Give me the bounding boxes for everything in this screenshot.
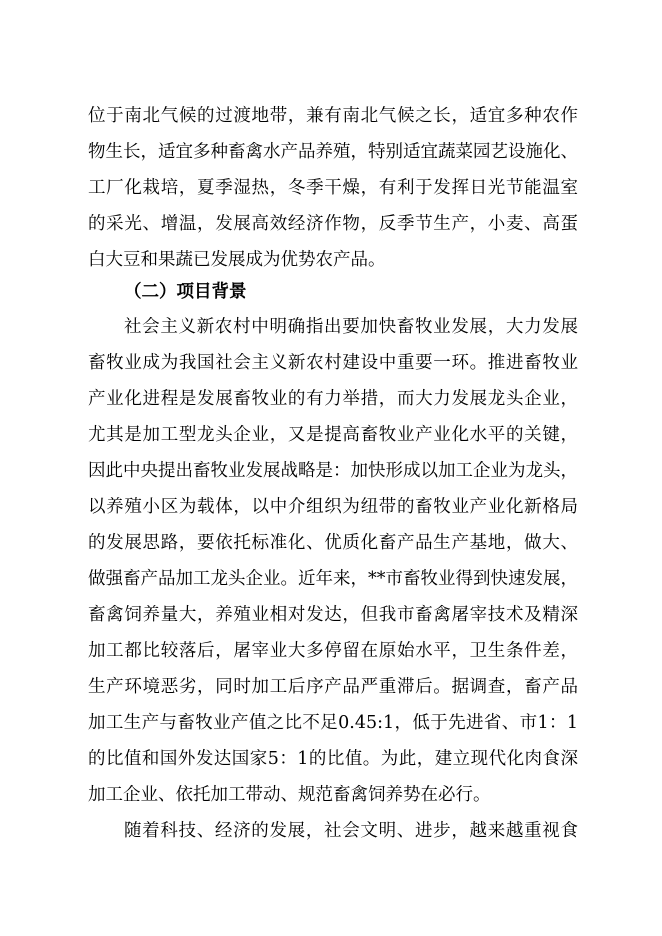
text-line: 随着科技、经济的发展，社会文明、进步，越来越重视食 [124, 821, 578, 841]
text-line: 产业化进程是发展畜牧业的有力举措，而大力发展龙头企业， [88, 389, 578, 409]
text-line: 畜禽饲养量大，养殖业相对发达，但我市畜禽屠宰技术及精深 [88, 605, 578, 625]
text-line: 畜牧业成为我国社会主义新农村建设中重要一环。推进畜牧业 [88, 353, 578, 373]
text-line: 以养殖小区为载体，以中介组织为纽带的畜牧业产业化新格局 [88, 497, 578, 517]
text-line: 尤其是加工型龙头企业，又是提高畜牧业产业化水平的关键， [88, 425, 578, 445]
text-line: 加工企业、依托加工带动、规范畜禽饲养势在必行。 [88, 785, 491, 805]
text-line: 因此中央提出畜牧业发展战略是：加快形成以加工企业为龙头， [88, 461, 578, 481]
text-line: 位于南北气候的过渡地带，兼有南北气候之长，适宜多种农作 [88, 106, 578, 126]
text-line: 社会主义新农村中明确指出要加快畜牧业发展，大力发展 [124, 317, 578, 337]
text-line: 加工生产与畜牧业产值之比不足0.45:1，低于先进省、市1：1 [88, 713, 578, 733]
text-line: 生产环境恶劣，同时加工后序产品严重滞后。据调查，畜产品 [88, 677, 578, 697]
text-line: 物生长，适宜多种畜禽水产品养殖，特别适宜蔬菜园艺设施化、 [88, 142, 578, 162]
section-heading: （二）项目背景 [124, 282, 247, 302]
text-line: 白大豆和果蔬已发展成为优势农产品。 [88, 250, 386, 270]
text-line: 加工都比较落后，屠宰业大多停留在原始水平，卫生条件差， [88, 641, 578, 661]
text-line: 的发展思路，要依托标准化、优质化畜产品生产基地，做大、 [88, 533, 578, 553]
text-line: 的采光、增温，发展高效经济作物，反季节生产，小麦、高蛋 [88, 214, 578, 234]
text-line: 做强畜产品加工龙头企业。近年来，**市畜牧业得到快速发展， [88, 569, 578, 589]
text-line: 工厂化栽培，夏季湿热，冬季干燥，有利于发挥日光节能温室 [88, 178, 578, 198]
text-line: 的比值和国外发达国家5：1的比值。为此，建立现代化肉食深 [88, 749, 578, 769]
